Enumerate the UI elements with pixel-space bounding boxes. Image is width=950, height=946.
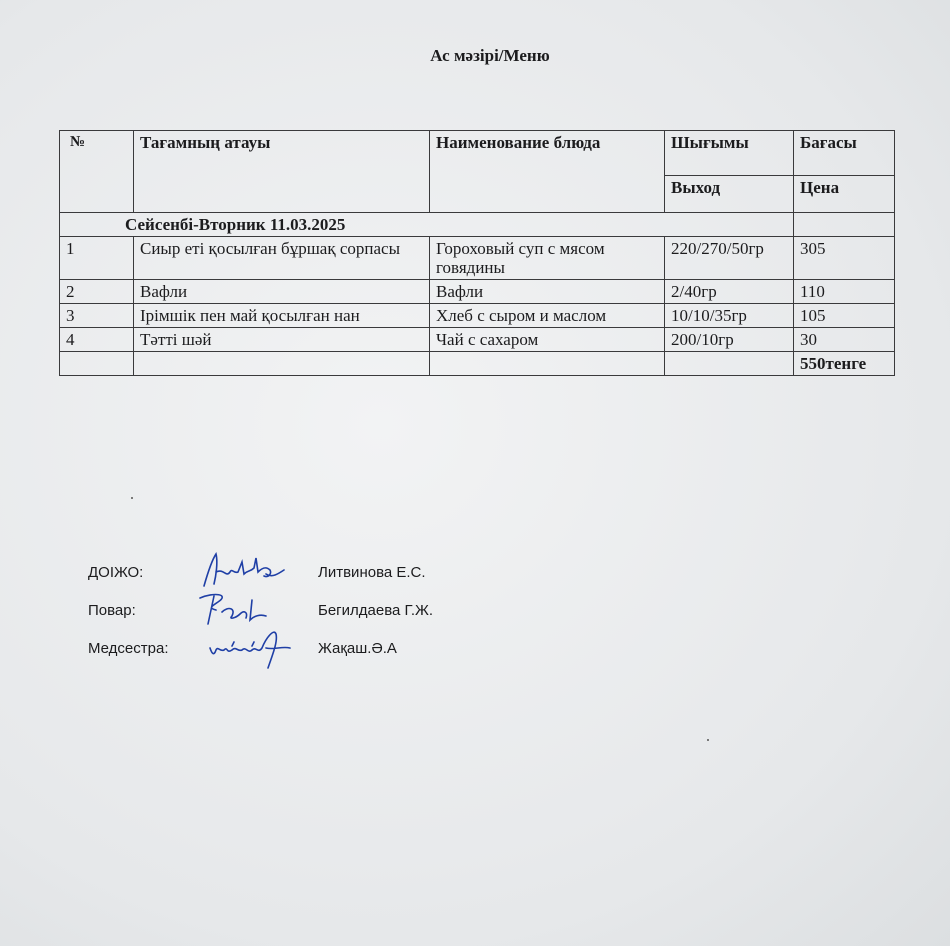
signature-role: Повар: [88,602,136,619]
header-yield-ru: Выход [665,176,794,213]
signature-block [88,560,588,674]
signature-name: Жақаш.Ә.А [318,640,397,657]
document-title: Ас мәзірі/Меню [430,46,550,65]
table-row [60,280,895,304]
row-yield: 220/270/50гр [665,237,794,280]
row-name-ru: Хлеб с сыром и маслом [430,304,665,328]
row-price: 30 [794,328,895,352]
row-number: 4 [60,328,134,352]
menu-table [59,130,895,376]
header-price-kz: Бағасы [794,131,895,176]
table-row [60,328,895,352]
row-name-kz: Вафли [134,280,430,304]
date-row-empty [794,213,895,237]
table-header-row [60,131,895,176]
paper-speck [707,739,709,741]
row-name-kz: Тәтті шәй [134,328,430,352]
date-label: Сейсенбі-Вторник 11.03.2025 [60,213,794,237]
row-price: 105 [794,304,895,328]
date-row [60,213,895,237]
row-name-kz: Ірімшік пен май қосылған нан [134,304,430,328]
signature-row-nurse [88,636,588,674]
total-empty [430,352,665,376]
header-name-kz: Тағамның атауы [134,131,430,213]
table-row [60,304,895,328]
row-price: 305 [794,237,895,280]
row-yield: 2/40гр [665,280,794,304]
row-number: 1 [60,237,134,280]
total-empty [665,352,794,376]
row-name-kz: Сиыр еті қосылған бұршақ сорпасы [134,237,430,280]
header-name-ru: Наименование блюда [430,131,665,213]
row-name-ru: Чай с сахаром [430,328,665,352]
signature-row-cook [88,598,588,636]
row-name-ru: Вафли [430,280,665,304]
paper-speck [131,497,133,499]
signature-name: Литвинова Е.С. [318,564,426,581]
row-number: 2 [60,280,134,304]
total-price: 550тенге [794,352,895,376]
signature-role: Медсестра: [88,640,169,657]
signature-row-director [88,560,588,598]
handwritten-signature [196,624,306,674]
header-price-ru: Цена [794,176,895,213]
row-price: 110 [794,280,895,304]
total-empty [60,352,134,376]
total-row [60,352,895,376]
row-number: 3 [60,304,134,328]
signature-name: Бегилдаева Г.Ж. [318,602,434,619]
total-empty [134,352,430,376]
row-yield: 200/10гр [665,328,794,352]
header-yield-kz: Шығымы [665,131,794,176]
table-row [60,237,895,280]
row-name-ru: Гороховый суп с мясом говядины [430,237,665,280]
row-yield: 10/10/35гр [665,304,794,328]
signature-role: ДОІЖО: [88,564,144,581]
header-number: № [60,131,134,213]
